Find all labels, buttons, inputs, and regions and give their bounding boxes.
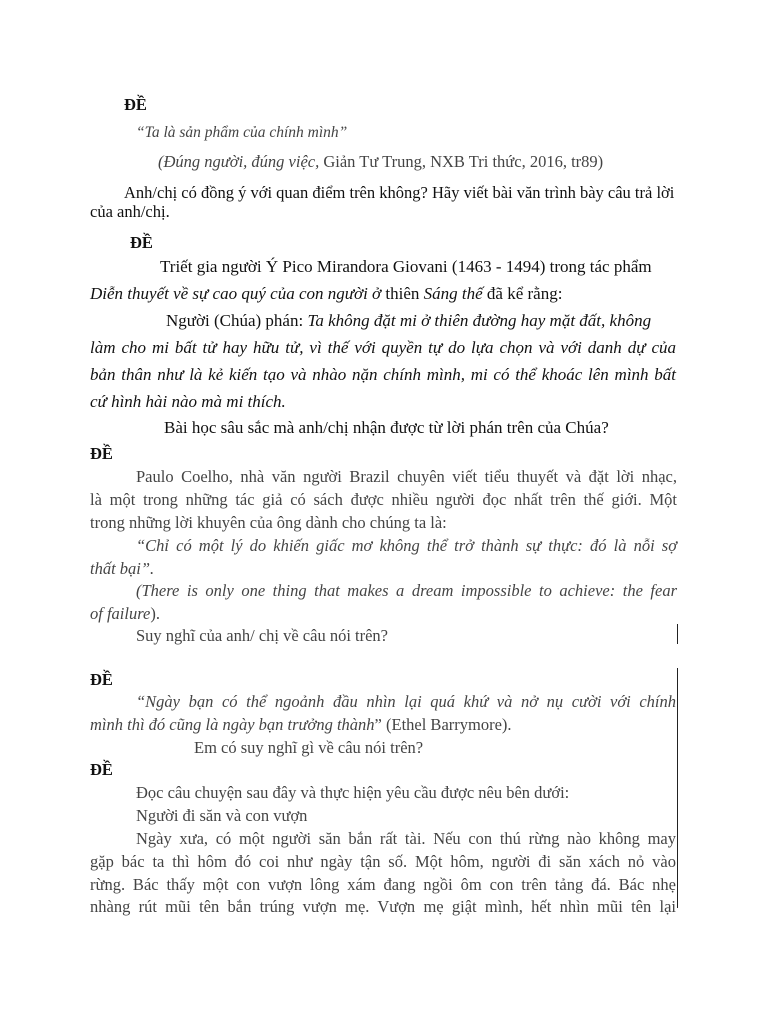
question-2: Bài học sâu sắc mà anh/chị nhận được từ lời phán trên của Chúa? — [164, 418, 609, 437]
question-1-line-2: của anh/chị. — [90, 202, 170, 221]
story-title: Người đi săn và con vượn — [136, 806, 308, 825]
heading-de-2: ĐỀ — [130, 233, 153, 252]
heading-de-5: ĐỀ — [90, 760, 113, 779]
intro-text-end: đã kể rằng: — [482, 284, 563, 303]
source-details: Giản Tư Trung, NXB Tri thức, 2016, tr89) — [319, 152, 604, 171]
story-line-2: gặp bác ta thì hôm đó coi như ngày tận số. Một hôm, người đi săn xách nỏ vào — [90, 852, 676, 871]
question-1-line-1: Anh/chị có đồng ý với quan điểm trên không? Hãy viết bài văn trình bày câu trả lời — [124, 183, 675, 202]
heading-de-4: ĐỀ — [90, 670, 113, 689]
speech-line-4: cứ hình hài nào mà mi thích. — [90, 392, 286, 411]
english-quote-line-2 — [90, 604, 160, 624]
margin-rule-1 — [677, 624, 678, 644]
speech-line-1 — [166, 311, 651, 331]
question-3: Suy nghĩ của anh/ chị về câu nói trên? — [136, 626, 389, 645]
quote-3-line-2: thất bại”. — [90, 559, 155, 578]
paragraph-3-line-3: trong những lời khuyên của ông dành cho chúng ta là: — [90, 513, 447, 532]
speech-prefix: Người (Chúa) phán: — [166, 311, 308, 330]
quote-4-line-2 — [90, 715, 512, 735]
question-4: Em có suy nghĩ gì về câu nói trên? — [194, 738, 424, 757]
margin-rule-2 — [677, 668, 678, 908]
paragraph-3-line-2: là một trong những tác giả có sách được nhiều người đọc nhất trên thế giới. Một — [90, 490, 677, 509]
speech-line-3: bản thân như là kẻ kiến tạo và nhào nặn chính mình, mi có thể khoác lên mình bất — [90, 365, 676, 384]
quote-4-attribution: ” (Ethel Barrymore). — [374, 715, 512, 734]
source-title: (Đúng người, đúng việc, — [158, 152, 320, 171]
quote-3-line-1: “Chỉ có một lý do khiến giấc mơ không thể trở thành sự thực: đó là nỗi sợ — [136, 536, 677, 555]
intro-text: thiên — [381, 284, 424, 303]
instruction-5: Đọc câu chuyện sau đây và thực hiện yêu cầu được nêu bên dưới: — [136, 783, 570, 802]
english-quote-italic: of failure — [90, 604, 151, 623]
intro-2-line-1: Triết gia người Ý Pico Mirandora Giovani (1463 - 1494) trong tác phẩm — [160, 257, 652, 276]
paragraph-3-line-1: Paulo Coelho, nhà văn người Brazil chuyên viết tiểu thuyết và đặt lời nhạc, — [136, 467, 677, 486]
chapter-title: Sáng thế — [423, 284, 483, 303]
story-line-1: Ngày xưa, có một người săn bắn rất tài. Nếu con thú rừng nào không may — [136, 829, 676, 848]
intro-2-line-2 — [90, 284, 562, 304]
work-title: Diễn thuyết về sự cao quý của con người ở — [90, 284, 382, 303]
source-1 — [158, 152, 603, 172]
heading-de-1: ĐỀ — [124, 95, 147, 114]
story-line-3: rừng. Bác thấy một con vượn lông xám đang ngồi ôm con trên tảng đá. Bác nhẹ — [90, 875, 676, 894]
english-quote-end: ). — [150, 604, 160, 623]
quote-4-italic: mình thì đó cũng là ngày bạn trưởng thành — [90, 715, 375, 734]
quote-1: “Ta là sản phẩm của chính mình” — [136, 124, 348, 141]
speech-line-2: làm cho mi bất tử hay hữu tử, vì thế với quyền tự do lựa chọn và với danh dự của — [90, 338, 676, 357]
heading-de-3: ĐỀ — [90, 444, 113, 463]
english-quote-line-1: (There is only one thing that makes a dream impossible to achieve: the fear — [136, 581, 677, 600]
speech-text: Ta không đặt mi ở thiên đường hay mặt đất, không — [307, 311, 652, 330]
story-line-4: nhàng rút mũi tên bắn trúng vượn mẹ. Vượn mẹ giật mình, hết nhìn mũi tên lại — [90, 897, 676, 916]
quote-4-line-1: “Ngày bạn có thể ngoảnh đầu nhìn lại quá khứ và nở nụ cười với chính — [136, 692, 676, 711]
